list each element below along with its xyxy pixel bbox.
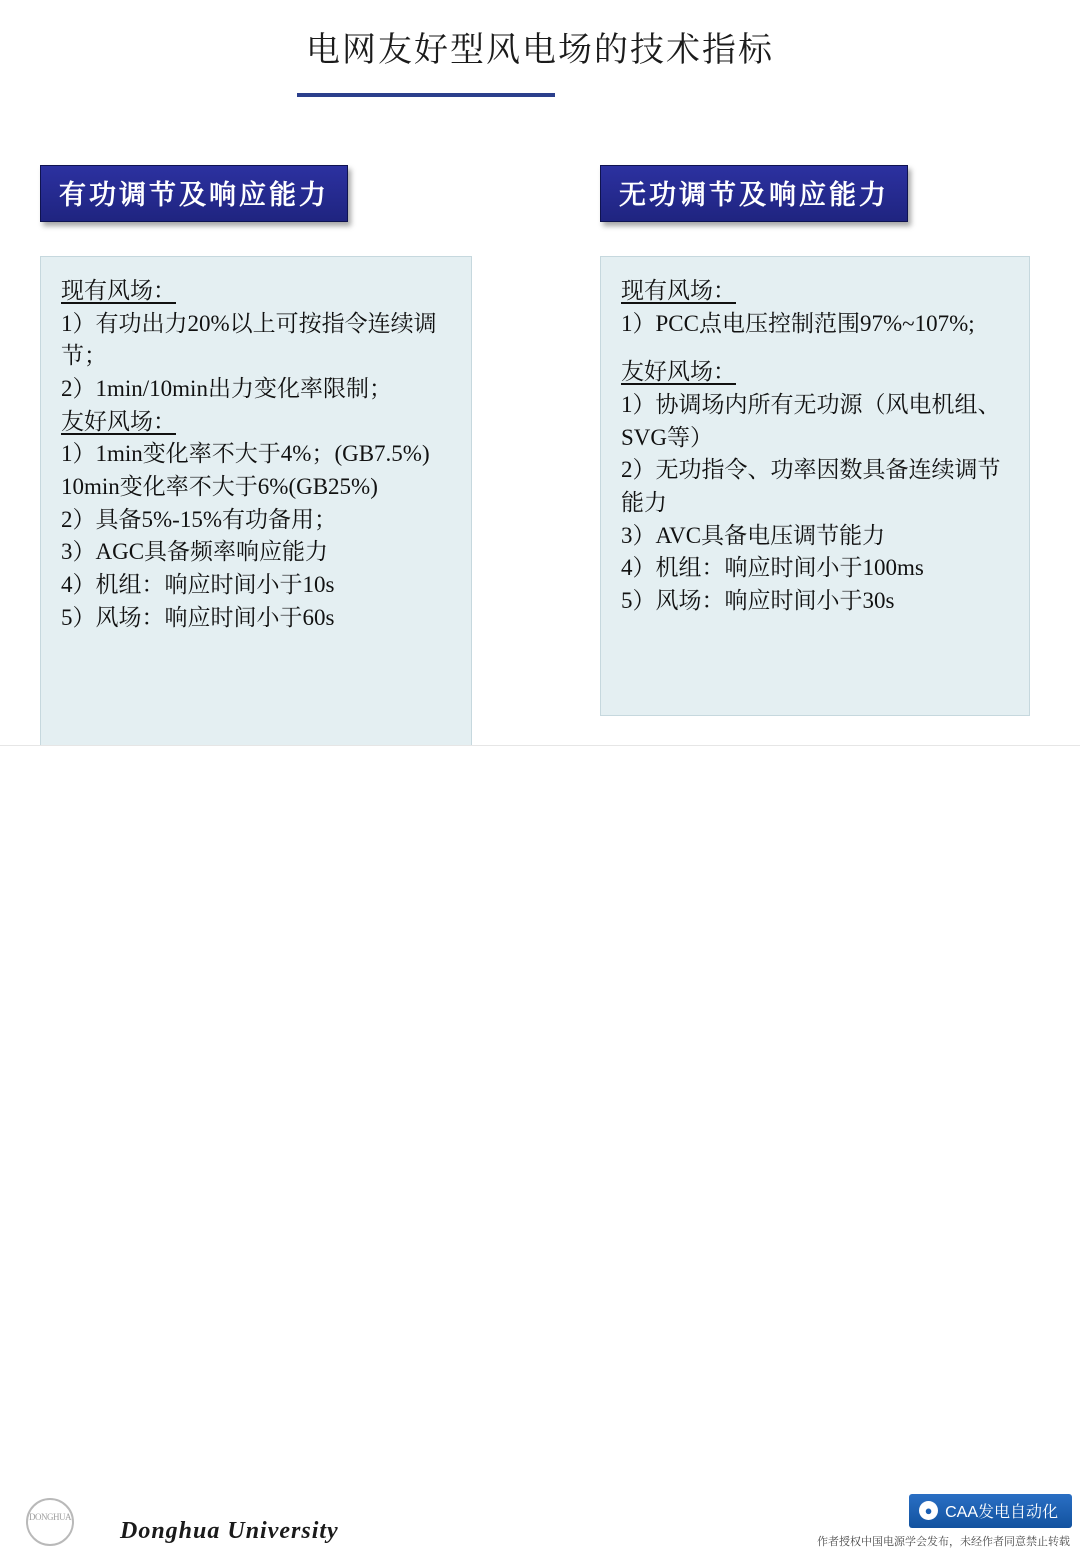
left-section-1-heading: 现有风场： [61, 278, 176, 303]
left-section-2-line-2: 2）具备5%-15%有功备用； [61, 506, 337, 532]
wechat-account-label: CAA发电自动化 [945, 1504, 1058, 1521]
left-section-1-line-1: 1）有功出力20%以上可按指令连续调节； [61, 310, 437, 369]
left-section-2-line-5: 5）风场：响应时间小于60s [61, 604, 335, 630]
left-section-1-line-2: 2）1min/10min出力变化率限制； [61, 375, 392, 401]
university-seal-logo: DONGHUA [26, 1498, 74, 1546]
panel-body-active-power [40, 256, 472, 746]
left-section-2-line-3: 3）AGC具备频率响应能力 [61, 539, 329, 565]
wechat-account-badge[interactable] [909, 1494, 1072, 1528]
panel-reactive-power [600, 165, 1040, 716]
right-section-2-line-2: 2）无功指令、功率因数具备连续调节能力 [621, 457, 1001, 515]
panel-body-reactive-power [600, 256, 1030, 716]
left-section-2-line-1: 1）1min变化率不大于4%；(GB7.5%) 10min变化率不大于6%(GB25%) [61, 441, 430, 499]
wechat-icon: ● [919, 1501, 938, 1520]
panel-header-reactive-power: 无功调节及响应能力 [600, 165, 908, 222]
left-section-2-heading: 友好风场： [61, 408, 176, 434]
panel-header-active-power: 有功调节及响应能力 [40, 165, 348, 222]
right-section-spacer [621, 340, 1009, 356]
right-section-2-heading: 友好风场： [621, 359, 736, 385]
right-section-2-line-3: 3）AVC具备电压调节能力 [621, 522, 886, 548]
left-section-2-line-4: 4）机组：响应时间小于10s [61, 571, 335, 597]
right-section-2-line-1: 1）协调场内所有无功源（风电机组、SVG等） [621, 391, 1001, 450]
copyright-note: 作者授权中国电源学会发布，未经作者同意禁止转载 [817, 1536, 1070, 1548]
page-title: 电网友好型风电场的技术指标 [306, 32, 774, 69]
panel-active-power [40, 165, 500, 746]
right-section-2-line-5: 5）风场：响应时间小于30s [621, 587, 895, 613]
footer-bar [0, 745, 1080, 1548]
right-section-2-line-4: 4）机组：响应时间小于100ms [621, 555, 924, 581]
university-name: Donghua University [120, 1518, 339, 1544]
right-section-1-line-1: 1）PCC点电压控制范围97%~107%; [621, 310, 975, 336]
right-section-1-heading: 现有风场： [621, 278, 736, 303]
title-underline-rule [297, 93, 555, 97]
